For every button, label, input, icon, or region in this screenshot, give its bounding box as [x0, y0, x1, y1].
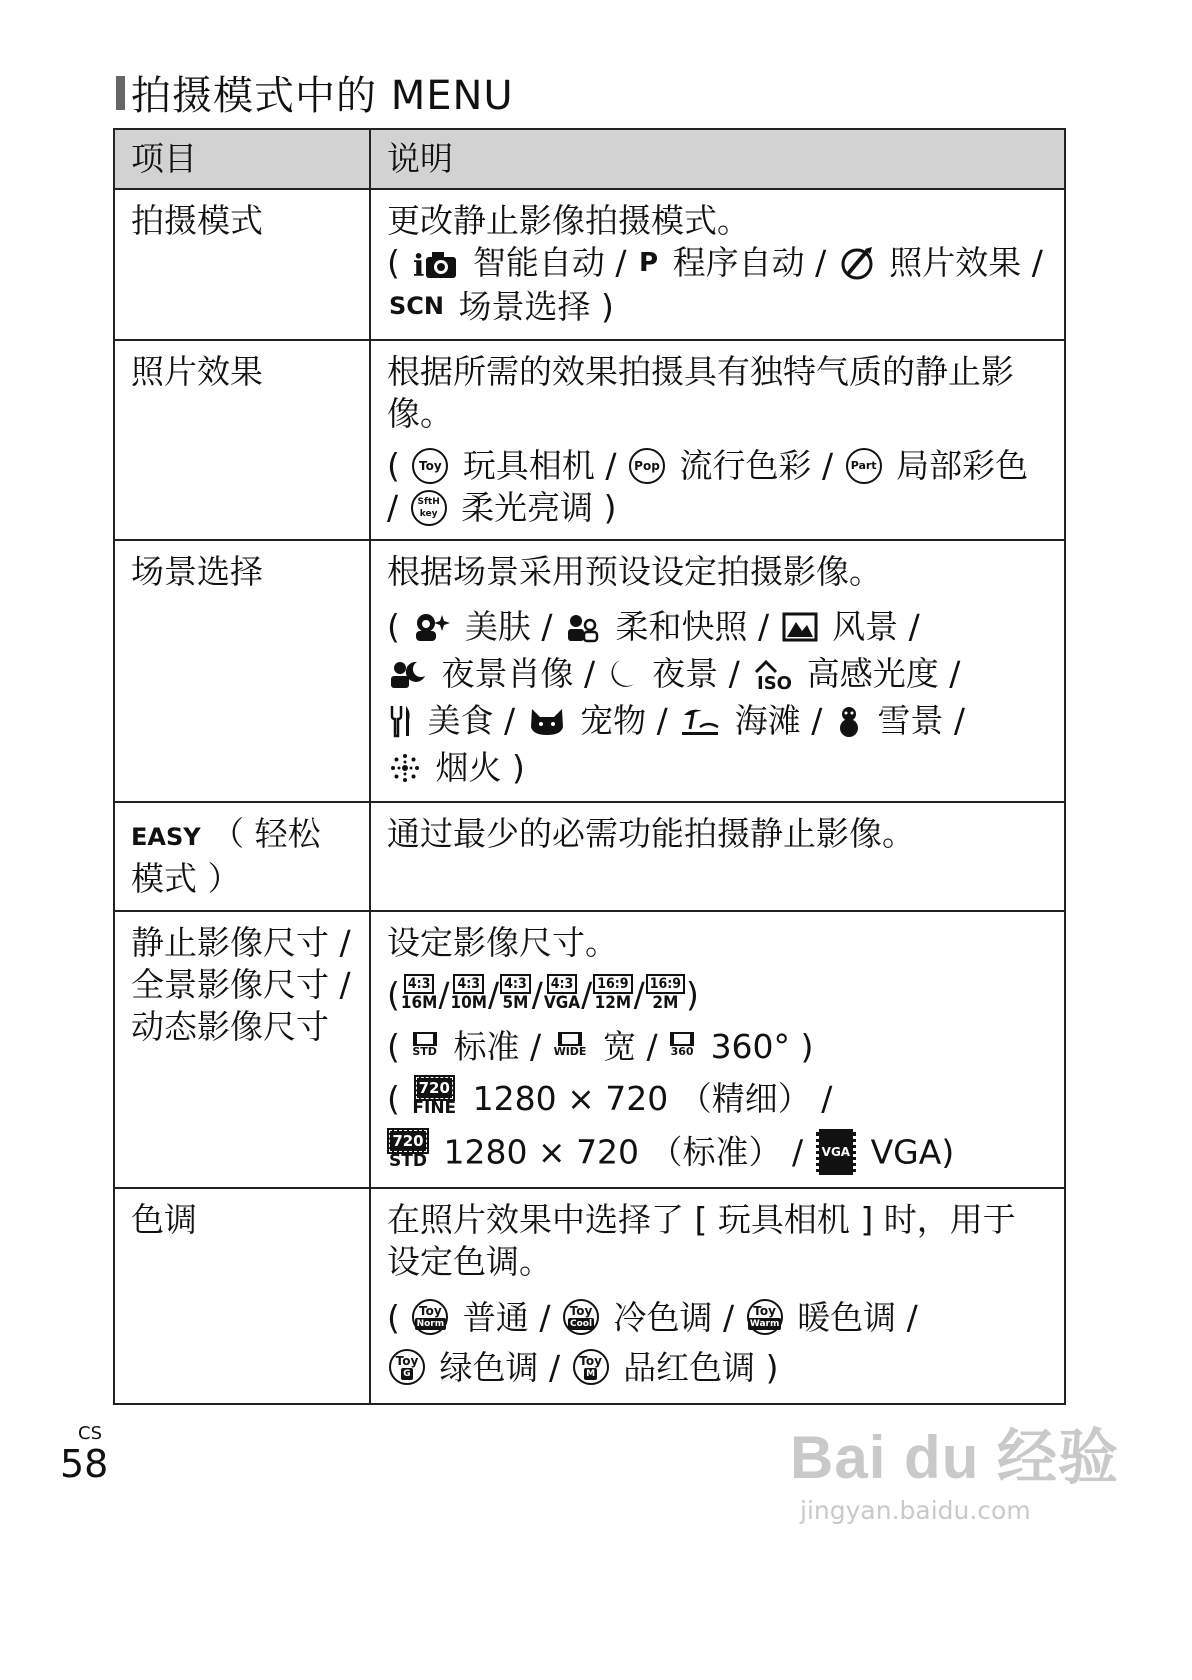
table-row [114, 340, 1065, 540]
row-desc-cell [370, 340, 1065, 540]
size-12m-icon: 16:9 12M [594, 975, 632, 1013]
image-size-options: ( 4:3 16M / 4:3 10M / 4:3 5M / 4:3 VGA / 16:9 12M / 16:9 2M ) [387, 975, 699, 1014]
row-desc-cell [370, 802, 1065, 911]
snow-icon [835, 704, 863, 738]
row-desc: 根据所需的效果拍摄具有独特气质的静止影像。 [387, 352, 1014, 433]
row-desc: 更改静止影像拍摄模式。 [387, 201, 750, 240]
toy-normal-icon: Toy Norm [412, 1299, 448, 1335]
scene-icon: SCN [389, 292, 444, 320]
header-item: 项目 [114, 129, 370, 189]
easy-icon: EASY [131, 823, 201, 851]
fireworks-icon [389, 752, 421, 784]
row-item-cell [114, 802, 370, 911]
size-16m-icon: 4:3 16M [400, 975, 438, 1013]
ia-camera-icon [412, 246, 458, 280]
movie-options-2: 720 STD 1280 × 720 （标准） / VGA VGA) [387, 1131, 1048, 1177]
size-2m-icon: 16:9 2M [646, 974, 685, 1012]
pet-icon [528, 705, 566, 737]
title-marker [116, 76, 125, 110]
soft-high-key-icon: SftH key [411, 490, 447, 526]
pop-color-icon: Pop [629, 448, 665, 484]
row-desc: 在照片效果中选择了 [ 玩具相机 ] 时，用于设定色调。 [387, 1199, 1016, 1281]
header-desc: 说明 [370, 129, 1065, 189]
landscape-icon [782, 612, 818, 642]
row-desc: 根据场景采用预设设定拍摄影像。 [387, 552, 882, 591]
watermark-url: jingyan.baidu.com [800, 1496, 1031, 1525]
row-item: 色调 [114, 1188, 370, 1404]
panorama-wide-icon: WIDE [554, 1032, 587, 1058]
section-title [116, 64, 514, 121]
photo-effect-icon [839, 245, 875, 281]
row-item-line: 全景影像尺寸 / [131, 965, 351, 1004]
panorama-standard-icon: STD [412, 1032, 437, 1058]
panorama-options: ( STD 标准 / WIDE 宽 / 360 360° ) [387, 1027, 814, 1066]
row-options: ( Toy 玩具相机 / Pop 流行色彩 / Part 局部彩色 / SftH key 柔光亮调 ) [387, 446, 1029, 527]
menu-table [113, 128, 1066, 1405]
row-item-line: 动态影像尺寸 [131, 1007, 329, 1046]
row-item: （ 轻松模式 ） [131, 814, 321, 898]
night-scene-icon [608, 658, 638, 690]
size-10m-icon: 4:3 10M [450, 975, 488, 1013]
watermark [790, 1410, 1119, 1525]
size-5m-icon: 4:3 5M [500, 974, 531, 1012]
toy-camera-icon: Toy [412, 448, 448, 484]
toy-cool-icon: Toy Cool [563, 1299, 599, 1335]
table-row [114, 189, 1065, 340]
svg-text:i: i [413, 248, 425, 280]
table-row [114, 1188, 1065, 1404]
panorama-360-icon: 360 [670, 1032, 694, 1058]
high-sensitivity-icon [752, 658, 792, 690]
row-options: ( Toy Norm 普通 / Toy Cool 冷色调 / Toy Warm 暖色调 / Toy G 绿色调 / Toy M 品红色调 ) [387, 1297, 918, 1387]
row-desc-cell [370, 911, 1065, 1188]
row-desc: 通过最少的必需功能拍摄静止影像。 [387, 814, 915, 853]
night-portrait-icon [389, 658, 427, 690]
toy-green-icon: Toy G [389, 1349, 425, 1385]
table-row [114, 540, 1065, 802]
table-row [114, 911, 1065, 1188]
movie-720-fine-icon: 720 FINE [412, 1078, 457, 1118]
program-icon: P [639, 247, 659, 278]
soft-snap-icon [565, 611, 601, 643]
table-header [114, 129, 1065, 189]
page-number-box [60, 1425, 108, 1485]
row-item-line: 静止影像尺寸 / [131, 923, 351, 962]
row-desc: 设定影像尺寸。 [387, 923, 618, 962]
row-options: ( 美肤 / 柔和快照 / 风景 / 夜景肖像 / 夜景 / ISO 高感光度 / 美食 / 宠物 / 海滩 / 雪景 / 烟火 ) [387, 607, 965, 787]
row-desc-cell [370, 540, 1065, 802]
movie-720-std-icon: 720 STD [389, 1131, 427, 1171]
partial-color-icon: Part [846, 448, 882, 484]
movie-options: ( 720 FINE 1280 × 720 （精细） / [387, 1078, 833, 1118]
row-desc-cell [370, 1188, 1065, 1404]
row-item: 照片效果 [114, 340, 370, 540]
row-item: 拍摄模式 [114, 189, 370, 340]
row-item-cell [114, 911, 370, 1188]
soft-skin-icon [412, 611, 450, 643]
page-number: 58 [60, 1442, 109, 1486]
toy-magenta-icon: Toy M [573, 1349, 609, 1385]
row-item: 场景选择 [114, 540, 370, 802]
beach-icon [680, 705, 720, 737]
movie-vga-icon: VGA [816, 1129, 856, 1175]
size-vga-icon: 4:3 VGA [543, 975, 581, 1013]
svg-text:ISO: ISO [757, 672, 793, 690]
row-desc-cell [370, 189, 1065, 340]
title-text: 拍摄模式中的 MENU [131, 73, 514, 119]
page-language-label: CS [78, 1423, 102, 1444]
table-row [114, 802, 1065, 911]
gourmet-icon [389, 704, 413, 738]
row-options: ( i 智能自动 / P 程序自动 / 照片效果 / SCN 场景选择 ) [387, 243, 1043, 326]
watermark-brand: Bai du 经验 [790, 1424, 1120, 1491]
toy-warm-icon: Toy Warm [747, 1299, 783, 1335]
